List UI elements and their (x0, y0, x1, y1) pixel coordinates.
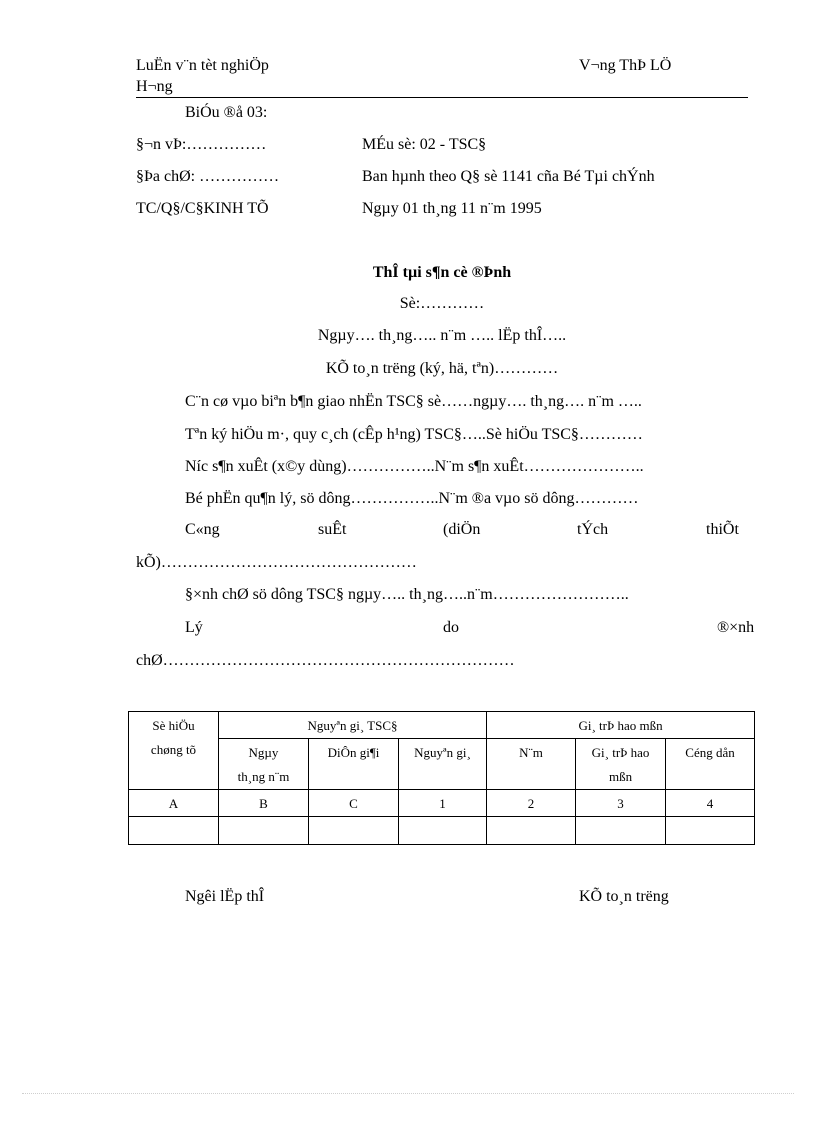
reason-word-2: do (443, 619, 459, 636)
capacity-word-1: C«ng (185, 521, 220, 538)
capacity-word-4: tÝch (577, 521, 609, 538)
empty-cell (666, 817, 755, 845)
empty-cell (309, 817, 399, 845)
table-empty-row (129, 817, 755, 845)
reason-word-3: ®×nh (717, 619, 755, 636)
form-label: BiÓu ®å 03: (185, 104, 268, 121)
empty-cell (219, 817, 309, 845)
col-wear-value-line2: mßn (608, 769, 633, 784)
header-left-line1: LuËn v¨n tèt nghiÖp (136, 57, 269, 74)
code-cell: 2 (487, 790, 576, 817)
body-line-4: Bé phËn qu¶n lý, sö dông……………..N¨m ®a vµo sö dông………… (185, 490, 639, 507)
header-left-line2: H¬ng (136, 78, 173, 95)
decision-text: Ban hµnh theo Q§ sè 1141 cña Bé Tµi chÝnh (362, 168, 655, 185)
address-label: §Þa chØ: …………… (136, 168, 280, 185)
empty-cell (129, 817, 219, 845)
accountant-line: KÕ to¸n trëng (ký, hä, tªn)………… (325, 360, 559, 377)
department-code: TC/Q§/C§KINH TÕ (136, 200, 269, 217)
col-date (219, 739, 309, 790)
code-cell: 4 (666, 790, 755, 817)
empty-cell (399, 817, 487, 845)
body-line-3: Níc s¶n xuÊt (x©y dùng)……………..N¨m s¶n xuÊt………………….. (185, 458, 644, 475)
capacity-tail: kÕ)………………………………………… (136, 554, 417, 571)
page-bottom-divider (22, 1093, 794, 1094)
reason-tail: chØ………………………………………………………… (136, 652, 515, 669)
col-date-line1: Ngµy (248, 745, 279, 760)
reason-word-1: Lý (185, 619, 203, 636)
empty-cell (487, 817, 576, 845)
suspend-line: §×nh chØ sö dông TSC§ ngµy….. th¸ng…..n¨m…………………….. (185, 586, 629, 603)
header-rule (136, 97, 748, 98)
col-wear-value-line1: Gi¸ trÞ hao (591, 745, 650, 760)
code-cell: 3 (576, 790, 666, 817)
capacity-word-5: thiÕt (706, 521, 739, 538)
capacity-word-2: suÊt (318, 521, 347, 538)
col-year: N¨m (487, 739, 576, 790)
page-title: ThÎ tµi s¶n cè ®Þnh (372, 264, 512, 281)
table-code-row (129, 790, 755, 817)
code-cell: C (309, 790, 399, 817)
code-cell: B (219, 790, 309, 817)
asset-table (128, 711, 755, 845)
signature-chief-accountant: KÕ to¸n trëng (579, 888, 669, 905)
group-original-price: Nguyªn gi¸ TSC§ (219, 712, 487, 739)
empty-cell (576, 817, 666, 845)
header-right: V¬ng ThÞ LÖ (579, 57, 672, 74)
signature-preparer: Ngêi lËp thÎ (185, 888, 265, 905)
card-date-line: Ngµy…. th¸ng….. n¨m ….. lËp thÎ….. (317, 327, 567, 344)
code-cell: 1 (399, 790, 487, 817)
decision-date: Ngµy 01 th¸ng 11 n¨m 1995 (362, 200, 542, 217)
card-number-line: Sè:………… (399, 295, 485, 312)
code-cell: A (129, 790, 219, 817)
group-wear-value: Gi¸ trÞ hao mßn (487, 712, 755, 739)
capacity-word-3: (diÖn (443, 521, 481, 538)
body-line-2: Tªn ký hiÖu m·, quy c¸ch (cÊp h¹ng) TSC§…..Sè hiÖu TSC§………… (185, 426, 643, 443)
col-cumulative: Céng dån (666, 739, 755, 790)
unit-label: §¬n vÞ:…………… (136, 136, 267, 153)
col-doc-number-line2: chøng tõ (150, 742, 197, 757)
col-doc-number-line1: Sè hiÖu (152, 718, 195, 733)
col-description: DiÔn gi¶i (309, 739, 399, 790)
col-doc-number (129, 712, 219, 790)
table-header-row (129, 712, 755, 739)
col-original-price: Nguyªn gi¸ (399, 739, 487, 790)
col-date-line2: th¸ng n¨m (237, 769, 290, 784)
body-line-1: C¨n cø vµo biªn b¶n giao nhËn TSC§ sè……ngµy…. th¸ng…. n¨m ….. (185, 393, 642, 410)
col-wear-value (576, 739, 666, 790)
form-number: MÉu sè: 02 - TSC§ (362, 136, 487, 153)
table-subheader-row (129, 739, 755, 790)
